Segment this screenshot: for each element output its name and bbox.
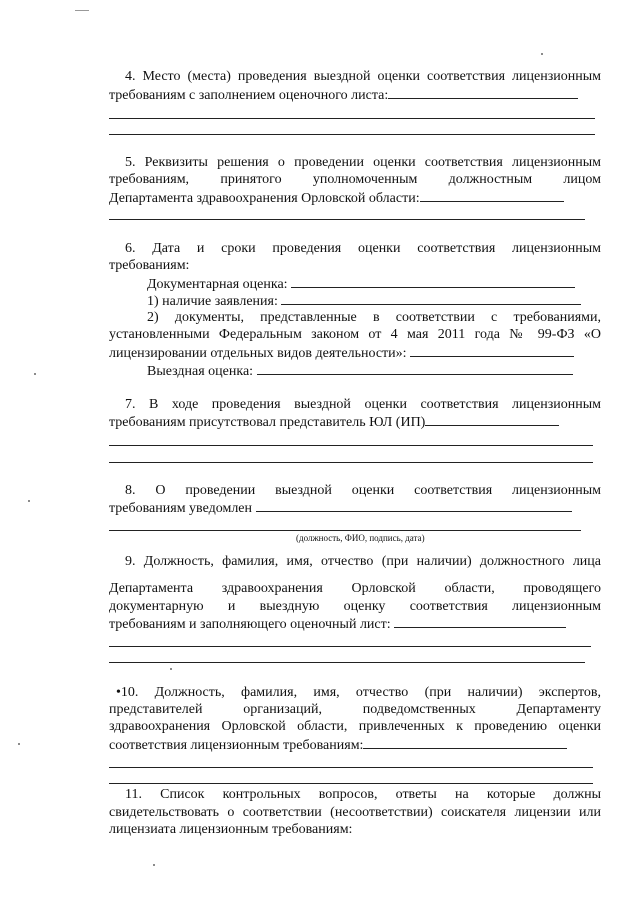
section-8-line-1: 8. О проведении выездной оценки соответствия лицензионным — [125, 483, 601, 498]
experts-field-line[interactable] — [109, 767, 593, 768]
scan-speck — [170, 668, 172, 670]
experts-field-line[interactable] — [109, 783, 593, 784]
section-11-line-1: 11. Список контрольных вопросов, ответы на которые должны — [125, 787, 601, 802]
representative-field[interactable] — [425, 413, 559, 426]
section-10-line-4: соответствия лицензионным требованиям: — [109, 736, 601, 755]
place-field-line[interactable] — [109, 134, 595, 135]
scan-speck — [541, 53, 543, 55]
section-10-line-3: здравоохранения Орловской области, привлеченных к проведению оценки — [109, 719, 601, 734]
documentary-assessment-row: Документарная оценка: — [109, 275, 639, 294]
section-7-line-2: требованиям присутствовал представитель ЮЛ (ИП) — [109, 413, 601, 432]
official-field[interactable] — [394, 615, 566, 628]
section-6-line-1: 6. Дата и сроки проведения оценки соответствия лицензионным — [125, 241, 601, 256]
section-4-line-1: 4. Место (места) проведения выездной оценки соответствия лицензионным — [125, 69, 601, 84]
application-field[interactable] — [281, 292, 581, 305]
section-5-line-2: требованиям, принятого уполномоченным должностным лицом — [109, 172, 601, 187]
field-assessment-row: Выездная оценка: — [109, 362, 639, 381]
section-10-line-1: •10. Должность, фамилия, имя, отчество (при наличии) экспертов, — [116, 685, 601, 700]
documentary-assessment-field[interactable] — [291, 275, 575, 288]
representative-field-line[interactable] — [109, 445, 593, 446]
notified-field[interactable] — [256, 499, 572, 512]
section-7-line-1: 7. В ходе проведения выездной оценки соответствия лицензионным — [125, 397, 601, 412]
section-9-line-1: 9. Должность, фамилия, имя, отчество (при наличии) должностного лица — [125, 554, 601, 569]
field-assessment-field[interactable] — [257, 362, 573, 375]
experts-field[interactable] — [363, 736, 567, 749]
section-5-line-3: Департамента здравоохранения Орловской области: — [109, 189, 601, 208]
documents-line-1: 2) документы, представленные в соответствии с требованиями, — [147, 310, 601, 325]
documents-field[interactable] — [410, 344, 574, 357]
representative-field-line[interactable] — [109, 462, 593, 463]
section-9-line-4: требованиям и заполняющего оценочный лист: — [109, 615, 601, 634]
decision-field-underline[interactable] — [420, 189, 564, 202]
scan-speck — [153, 864, 155, 866]
place-field-underline[interactable] — [388, 86, 578, 99]
signature-caption: (должность, ФИО, подпись, дата) — [296, 533, 425, 543]
section-6-line-2: требованиям: — [109, 258, 190, 273]
section-4-line-2: требованиям с заполнением оценочного листа: — [109, 86, 601, 105]
scan-speck — [28, 500, 30, 502]
scan-speck — [18, 743, 20, 745]
decision-field-line[interactable] — [109, 219, 585, 220]
official-field-line[interactable] — [109, 662, 585, 663]
section-9-line-3: документарную и выездную оценку соответствия лицензионным — [109, 599, 601, 614]
section-11-line-2: свидетельствовать о соответствии (несоответствии) соискателя лицензии или — [109, 805, 601, 820]
section-10-line-2: представителей организаций, подведомственных Департаменту — [109, 702, 601, 717]
documents-line-2: установленными Федеральным законом от 4 мая 2011 года № 99-ФЗ «О — [109, 327, 601, 342]
application-row: 1) наличие заявления: — [109, 292, 639, 311]
scan-mark — [75, 10, 89, 11]
notified-field-line[interactable] — [109, 530, 581, 531]
documents-line-3: лицензировании отдельных видов деятельности»: — [109, 344, 601, 363]
section-8-line-2: требованиям уведомлен — [109, 499, 601, 518]
section-5-line-1: 5. Реквизиты решения о проведении оценки соответствия лицензионным — [125, 155, 601, 170]
section-11-line-3: лицензиата лицензионным требованиям: — [109, 822, 353, 837]
official-field-line[interactable] — [109, 646, 591, 647]
scan-speck — [34, 373, 36, 375]
place-field-line[interactable] — [109, 118, 595, 119]
section-9-line-2: Департамента здравоохранения Орловской области, проводящего — [109, 581, 601, 596]
